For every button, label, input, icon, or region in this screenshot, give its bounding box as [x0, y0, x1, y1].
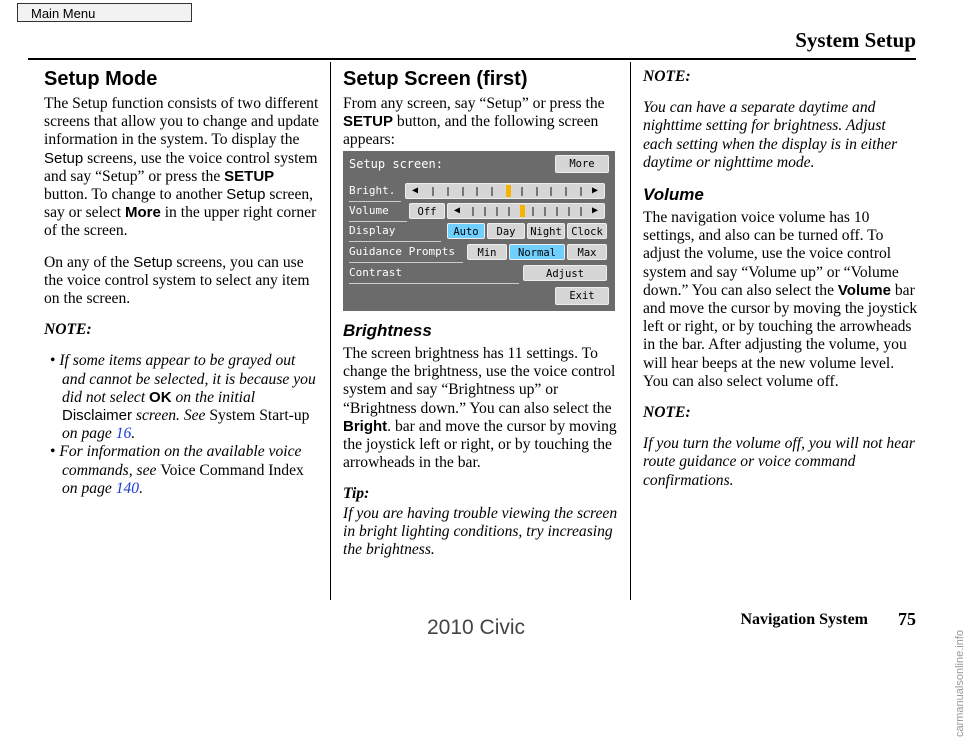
note-text: You can have a separate daytime and nighttime setting for brightness. Adjust each setting when the display is in either daytime or nighttime mode. [643, 99, 898, 171]
volume-row [343, 203, 615, 221]
guidance-min-button[interactable]: Min [467, 244, 507, 260]
column-volume [643, 66, 919, 503]
slider-tick [544, 207, 546, 216]
page-title: System Setup [795, 28, 916, 52]
slider-tick [580, 207, 582, 216]
guidance-normal-button[interactable]: Normal [509, 244, 565, 260]
slider-tick [476, 187, 478, 196]
exit-button[interactable]: Exit [555, 287, 609, 305]
row-divider [349, 221, 407, 222]
display-row [343, 223, 615, 241]
column-divider [330, 62, 331, 600]
slider-tick [472, 207, 474, 216]
contrast-row [343, 265, 615, 283]
slider-tick [556, 207, 558, 216]
slider-tick [491, 187, 493, 196]
watermark: carmanualsonline.info [954, 630, 966, 737]
column-divider [630, 62, 631, 600]
display-label: Display [349, 224, 396, 237]
more-button[interactable]: More [555, 155, 609, 173]
paragraph: From any screen, say “Setup” or press the SETUP button, and the following screen appears: [343, 95, 605, 149]
note-label: NOTE: [643, 404, 691, 422]
guidance-prompts-row [343, 244, 615, 262]
paragraph: The screen brightness has 11 settings. To change the brightness, use the voice control system and say “Brightness up” or “Brightness down.” You can also select the Bright. bar and move the cursor by moving the joystick left or right, or by touching the arrowheads in the bar. [343, 345, 617, 472]
arrow-left-icon[interactable]: ◀ [454, 205, 461, 216]
note-text: If you turn the volume off, you will not hear route guidance or voice command confirmations. [643, 435, 915, 489]
slider-tick [484, 207, 486, 216]
arrow-left-icon[interactable]: ◀ [412, 185, 419, 196]
page-link[interactable]: 140 [115, 479, 140, 497]
slider-tick [580, 187, 582, 196]
header-rule [28, 58, 916, 60]
note-label: NOTE: [44, 321, 92, 339]
footer-section-name: Navigation System [740, 611, 868, 628]
row-divider [349, 262, 463, 263]
slider-tick [462, 187, 464, 196]
paragraph: The navigation voice volume has 10 settings, and also can be turned off. To adjust the volume, use the voice control system and say “Volume up” or “Volume down.” You can also select the Volume bar and move the cursor by moving the joystick left or right, or by touching the arrowheads in the bar. After adjusting the volume, you will hear beeps at the new volume level. You can also select volume off. [643, 209, 918, 390]
volume-label: Volume [349, 204, 389, 217]
tip-text: If you are having trouble viewing the screen in bright lighting conditions, try increasing the brightness. [343, 504, 618, 559]
guidance-max-button[interactable]: Max [567, 244, 607, 260]
list-item: • For information on the available voice commands, see Voice Command Index on page 140. [44, 443, 320, 498]
section-heading: Setup Mode [44, 68, 158, 90]
paragraph: On any of the Setup screens, you can use the voice control system to select any item on the screen. [44, 253, 310, 308]
footer-model: 2010 Civic [427, 616, 526, 639]
row-divider [349, 283, 519, 284]
slider-tick [521, 187, 523, 196]
arrow-right-icon[interactable]: ▶ [591, 185, 598, 196]
paragraph: The Setup function consists of two different screens that allow you to change and update information in the system. To display the Setup screens, use the voice control system and say “Setup” or press the SETUP button. To change to another Setup screen, say or select More in the upper right corner of the screen. [44, 95, 319, 240]
slider-tick [447, 187, 449, 196]
volume-bar[interactable] [447, 203, 605, 219]
slider-tick [568, 207, 570, 216]
volume-off-button[interactable]: Off [409, 203, 445, 219]
contrast-label: Contrast [349, 266, 402, 279]
sub-heading: Brightness [343, 321, 432, 340]
row-divider [349, 201, 401, 202]
sub-heading: Volume [643, 185, 704, 205]
page-link[interactable]: 16 [115, 425, 132, 443]
display-auto-button[interactable]: Auto [447, 223, 485, 239]
arrow-right-icon[interactable]: ▶ [591, 205, 598, 216]
slider-tick [550, 187, 552, 196]
main-menu-button[interactable]: Main Menu [17, 3, 192, 22]
slider-tick [496, 207, 498, 216]
bright-label: Bright. [349, 184, 396, 197]
column-setup-mode [44, 66, 320, 498]
display-night-button[interactable]: Night [527, 223, 565, 239]
clock-button[interactable]: Clock [567, 223, 607, 239]
tip-label: Tip: [343, 485, 370, 503]
screen-title: Setup screen: [349, 157, 443, 171]
slider-tick [508, 207, 510, 216]
slider-tick [536, 187, 538, 196]
row-divider [349, 241, 441, 242]
list-item: • If some items appear to be grayed out and cannot be selected, it is because you did not select OK on the initial Disclaimer screen. See System Start-up on page 16. [44, 352, 320, 443]
bright-row [343, 183, 615, 201]
section-heading: Setup Screen (first) [343, 68, 528, 90]
brightness-section [343, 321, 623, 572]
slider-tick [565, 187, 567, 196]
slider-cursor [520, 205, 525, 217]
setup-screen-image [343, 151, 615, 311]
column-setup-screen [343, 66, 619, 163]
note-list [44, 352, 320, 498]
note-label: NOTE: [643, 68, 691, 85]
page-number: 75 [898, 609, 916, 629]
guidance-prompts-label: Guidance Prompts [349, 245, 455, 258]
display-day-button[interactable]: Day [487, 223, 525, 239]
slider-cursor [506, 185, 511, 197]
slider-tick [432, 187, 434, 196]
slider-tick [532, 207, 534, 216]
brightness-bar[interactable] [405, 183, 605, 199]
contrast-adjust-button[interactable]: Adjust [523, 265, 607, 281]
